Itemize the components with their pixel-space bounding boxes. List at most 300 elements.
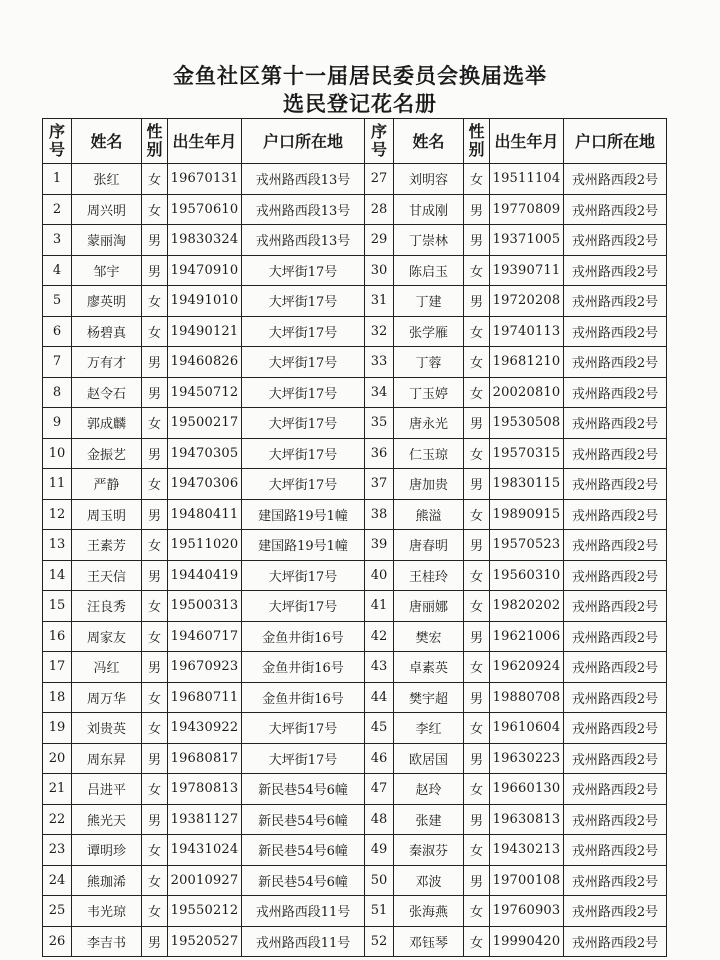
left-seq-cell: 8 (43, 377, 72, 408)
right-name-cell: 樊宇超 (394, 682, 464, 713)
header-birth-left: 出生年月 (168, 119, 242, 164)
left-seq-cell: 5 (43, 286, 72, 317)
right-seq-cell: 51 (365, 896, 394, 927)
left-seq-cell: 24 (43, 865, 72, 896)
right-birth-cell: 19700108 (490, 865, 564, 896)
table-row (43, 347, 667, 378)
right-name-cell: 唐加贵 (394, 469, 464, 500)
right-gender-cell: 男 (464, 469, 490, 500)
table-row (43, 804, 667, 835)
left-address-cell: 新民巷54号6幢 (242, 835, 365, 866)
right-name-cell: 欧居国 (394, 743, 464, 774)
right-name-cell: 邓钰琴 (394, 926, 464, 957)
right-gender-cell: 女 (464, 560, 490, 591)
right-birth-cell: 19630223 (490, 743, 564, 774)
right-address-cell: 戎州路西段2号 (564, 804, 667, 835)
right-seq-cell: 27 (365, 164, 394, 195)
left-address-cell: 大坪街17号 (242, 408, 365, 439)
right-birth-cell: 19610604 (490, 713, 564, 744)
right-address-cell: 戎州路西段2号 (564, 286, 667, 317)
left-birth-cell: 19440419 (168, 560, 242, 591)
left-gender-cell: 女 (142, 469, 168, 500)
left-birth-cell: 19430922 (168, 713, 242, 744)
header-seq-right: 序号 (365, 119, 394, 164)
right-seq-cell: 50 (365, 865, 394, 896)
left-name-cell: 周家友 (72, 621, 142, 652)
table-row (43, 743, 667, 774)
left-birth-cell: 19491010 (168, 286, 242, 317)
left-gender-cell: 男 (142, 438, 168, 469)
left-name-cell: 张红 (72, 164, 142, 195)
left-address-cell: 戎州路西段11号 (242, 896, 365, 927)
right-name-cell: 唐丽娜 (394, 591, 464, 622)
left-seq-cell: 9 (43, 408, 72, 439)
right-name-cell: 甘成刚 (394, 194, 464, 225)
right-name-cell: 张学雁 (394, 316, 464, 347)
right-seq-cell: 37 (365, 469, 394, 500)
right-name-cell: 丁蓉 (394, 347, 464, 378)
left-address-cell: 大坪街17号 (242, 591, 365, 622)
left-name-cell: 韦光琼 (72, 896, 142, 927)
left-gender-cell: 男 (142, 560, 168, 591)
right-seq-cell: 31 (365, 286, 394, 317)
right-birth-cell: 19660130 (490, 774, 564, 805)
left-birth-cell: 19460826 (168, 347, 242, 378)
table-row (43, 713, 667, 744)
right-name-cell: 赵玲 (394, 774, 464, 805)
right-birth-cell: 19740113 (490, 316, 564, 347)
left-birth-cell: 19450712 (168, 377, 242, 408)
left-name-cell: 蒙丽淘 (72, 225, 142, 256)
right-gender-cell: 男 (464, 743, 490, 774)
right-address-cell: 戎州路西段2号 (564, 591, 667, 622)
left-name-cell: 冯红 (72, 652, 142, 683)
table-row (43, 255, 667, 286)
right-gender-cell: 男 (464, 621, 490, 652)
left-gender-cell: 女 (142, 621, 168, 652)
left-gender-cell: 男 (142, 652, 168, 683)
left-address-cell: 戎州路西段11号 (242, 926, 365, 957)
left-seq-cell: 22 (43, 804, 72, 835)
right-gender-cell: 女 (464, 316, 490, 347)
right-address-cell: 戎州路西段2号 (564, 469, 667, 500)
left-name-cell: 严静 (72, 469, 142, 500)
right-birth-cell: 19621006 (490, 621, 564, 652)
left-gender-cell: 女 (142, 408, 168, 439)
left-birth-cell: 19670923 (168, 652, 242, 683)
right-gender-cell: 男 (464, 804, 490, 835)
right-address-cell: 戎州路西段2号 (564, 438, 667, 469)
left-gender-cell: 男 (142, 499, 168, 530)
left-gender-cell: 女 (142, 164, 168, 195)
left-address-cell: 大坪街17号 (242, 255, 365, 286)
left-gender-cell: 男 (142, 255, 168, 286)
right-birth-cell: 19890915 (490, 499, 564, 530)
left-name-cell: 金振艺 (72, 438, 142, 469)
left-address-cell: 大坪街17号 (242, 713, 365, 744)
left-gender-cell: 女 (142, 530, 168, 561)
right-seq-cell: 44 (365, 682, 394, 713)
right-gender-cell: 男 (464, 865, 490, 896)
left-birth-cell: 19780813 (168, 774, 242, 805)
left-seq-cell: 26 (43, 926, 72, 957)
left-seq-cell: 14 (43, 560, 72, 591)
right-gender-cell: 女 (464, 835, 490, 866)
left-birth-cell: 19480411 (168, 499, 242, 530)
left-gender-cell: 女 (142, 713, 168, 744)
right-name-cell: 丁建 (394, 286, 464, 317)
left-address-cell: 建国路19号1幢 (242, 499, 365, 530)
left-gender-cell: 男 (142, 377, 168, 408)
right-gender-cell: 男 (464, 286, 490, 317)
left-gender-cell: 女 (142, 774, 168, 805)
table-row (43, 530, 667, 561)
header-gender-right: 性别 (464, 119, 490, 164)
right-gender-cell: 男 (464, 408, 490, 439)
left-seq-cell: 20 (43, 743, 72, 774)
left-name-cell: 王天信 (72, 560, 142, 591)
right-birth-cell: 19390711 (490, 255, 564, 286)
table-row (43, 377, 667, 408)
left-birth-cell: 19470306 (168, 469, 242, 500)
left-seq-cell: 19 (43, 713, 72, 744)
right-address-cell: 戎州路西段2号 (564, 713, 667, 744)
right-name-cell: 熊溢 (394, 499, 464, 530)
left-name-cell: 谭明珍 (72, 835, 142, 866)
right-birth-cell: 19880708 (490, 682, 564, 713)
left-address-cell: 金鱼井街16号 (242, 652, 365, 683)
left-gender-cell: 女 (142, 865, 168, 896)
right-seq-cell: 42 (365, 621, 394, 652)
right-seq-cell: 36 (365, 438, 394, 469)
right-birth-cell: 19570315 (490, 438, 564, 469)
right-name-cell: 刘明容 (394, 164, 464, 195)
left-gender-cell: 女 (142, 896, 168, 927)
left-birth-cell: 19381127 (168, 804, 242, 835)
right-address-cell: 戎州路西段2号 (564, 865, 667, 896)
right-gender-cell: 男 (464, 682, 490, 713)
left-address-cell: 大坪街17号 (242, 469, 365, 500)
right-name-cell: 樊宏 (394, 621, 464, 652)
right-address-cell: 戎州路西段2号 (564, 377, 667, 408)
left-name-cell: 万有才 (72, 347, 142, 378)
right-gender-cell: 男 (464, 530, 490, 561)
header-address-right: 户口所在地 (564, 119, 667, 164)
left-birth-cell: 19680817 (168, 743, 242, 774)
right-birth-cell: 19760903 (490, 896, 564, 927)
left-name-cell: 吕进平 (72, 774, 142, 805)
right-name-cell: 丁玉婷 (394, 377, 464, 408)
table-row (43, 194, 667, 225)
left-birth-cell: 19670131 (168, 164, 242, 195)
left-address-cell: 金鱼井街16号 (242, 621, 365, 652)
left-birth-cell: 19470910 (168, 255, 242, 286)
right-address-cell: 戎州路西段2号 (564, 652, 667, 683)
right-seq-cell: 33 (365, 347, 394, 378)
right-seq-cell: 49 (365, 835, 394, 866)
left-name-cell: 周兴明 (72, 194, 142, 225)
left-seq-cell: 6 (43, 316, 72, 347)
right-birth-cell: 19530508 (490, 408, 564, 439)
right-name-cell: 张海燕 (394, 896, 464, 927)
right-name-cell: 唐春明 (394, 530, 464, 561)
left-address-cell: 大坪街17号 (242, 560, 365, 591)
table-row (43, 865, 667, 896)
left-gender-cell: 女 (142, 316, 168, 347)
table-row (43, 560, 667, 591)
table-row (43, 286, 667, 317)
right-address-cell: 戎州路西段2号 (564, 530, 667, 561)
table-row (43, 316, 667, 347)
left-birth-cell: 19520527 (168, 926, 242, 957)
left-name-cell: 刘贵英 (72, 713, 142, 744)
right-gender-cell: 女 (464, 347, 490, 378)
left-seq-cell: 18 (43, 682, 72, 713)
right-name-cell: 王桂玲 (394, 560, 464, 591)
left-name-cell: 周万华 (72, 682, 142, 713)
left-address-cell: 戎州路西段13号 (242, 225, 365, 256)
table-row (43, 621, 667, 652)
header-name-right: 姓名 (394, 119, 464, 164)
right-gender-cell: 男 (464, 194, 490, 225)
voter-roster-table (42, 118, 667, 957)
left-gender-cell: 女 (142, 194, 168, 225)
left-address-cell: 大坪街17号 (242, 286, 365, 317)
right-seq-cell: 30 (365, 255, 394, 286)
right-address-cell: 戎州路西段2号 (564, 499, 667, 530)
left-gender-cell: 女 (142, 286, 168, 317)
left-name-cell: 周东昇 (72, 743, 142, 774)
right-seq-cell: 43 (365, 652, 394, 683)
table-row (43, 652, 667, 683)
left-address-cell: 戎州路西段13号 (242, 164, 365, 195)
left-seq-cell: 23 (43, 835, 72, 866)
table-row (43, 499, 667, 530)
table-row (43, 835, 667, 866)
table-row (43, 896, 667, 927)
right-gender-cell: 女 (464, 499, 490, 530)
right-address-cell: 戎州路西段2号 (564, 164, 667, 195)
right-seq-cell: 29 (365, 225, 394, 256)
left-address-cell: 新民巷54号6幢 (242, 774, 365, 805)
left-seq-cell: 2 (43, 194, 72, 225)
left-address-cell: 大坪街17号 (242, 347, 365, 378)
right-address-cell: 戎州路西段2号 (564, 621, 667, 652)
right-seq-cell: 38 (365, 499, 394, 530)
right-birth-cell: 19430213 (490, 835, 564, 866)
left-birth-cell: 19500313 (168, 591, 242, 622)
right-birth-cell: 19820202 (490, 591, 564, 622)
right-gender-cell: 女 (464, 255, 490, 286)
right-gender-cell: 女 (464, 377, 490, 408)
table-row (43, 774, 667, 805)
right-gender-cell: 男 (464, 225, 490, 256)
left-seq-cell: 11 (43, 469, 72, 500)
left-birth-cell: 19470305 (168, 438, 242, 469)
left-gender-cell: 男 (142, 225, 168, 256)
right-seq-cell: 45 (365, 713, 394, 744)
left-address-cell: 大坪街17号 (242, 743, 365, 774)
left-gender-cell: 男 (142, 926, 168, 957)
right-address-cell: 戎州路西段2号 (564, 682, 667, 713)
right-seq-cell: 46 (365, 743, 394, 774)
right-gender-cell: 女 (464, 896, 490, 927)
right-address-cell: 戎州路西段2号 (564, 347, 667, 378)
left-address-cell: 金鱼井街16号 (242, 682, 365, 713)
header-row (43, 119, 667, 164)
left-seq-cell: 12 (43, 499, 72, 530)
page-title: 金鱼社区第十一届居民委员会换届选举 (173, 63, 547, 88)
left-birth-cell: 19511020 (168, 530, 242, 561)
right-seq-cell: 52 (365, 926, 394, 957)
table-row (43, 469, 667, 500)
header-birth-right: 出生年月 (490, 119, 564, 164)
right-address-cell: 戎州路西段2号 (564, 926, 667, 957)
right-name-cell: 邓波 (394, 865, 464, 896)
left-gender-cell: 男 (142, 347, 168, 378)
left-birth-cell: 19500217 (168, 408, 242, 439)
right-birth-cell: 19620924 (490, 652, 564, 683)
left-seq-cell: 17 (43, 652, 72, 683)
left-address-cell: 建国路19号1幢 (242, 530, 365, 561)
table-row (43, 926, 667, 957)
left-name-cell: 熊珈浠 (72, 865, 142, 896)
right-birth-cell: 19630813 (490, 804, 564, 835)
header-seq-left: 序号 (43, 119, 72, 164)
table-row (43, 164, 667, 195)
right-address-cell: 戎州路西段2号 (564, 560, 667, 591)
left-address-cell: 新民巷54号6幢 (242, 865, 365, 896)
right-gender-cell: 女 (464, 926, 490, 957)
right-gender-cell: 女 (464, 164, 490, 195)
right-name-cell: 仁玉琼 (394, 438, 464, 469)
left-seq-cell: 25 (43, 896, 72, 927)
left-name-cell: 郭成麟 (72, 408, 142, 439)
right-birth-cell: 19830115 (490, 469, 564, 500)
right-birth-cell: 19570523 (490, 530, 564, 561)
right-seq-cell: 40 (365, 560, 394, 591)
right-address-cell: 戎州路西段2号 (564, 194, 667, 225)
right-seq-cell: 32 (365, 316, 394, 347)
right-address-cell: 戎州路西段2号 (564, 835, 667, 866)
left-seq-cell: 15 (43, 591, 72, 622)
right-seq-cell: 39 (365, 530, 394, 561)
left-seq-cell: 1 (43, 164, 72, 195)
left-seq-cell: 10 (43, 438, 72, 469)
left-name-cell: 李吉书 (72, 926, 142, 957)
right-address-cell: 戎州路西段2号 (564, 408, 667, 439)
right-seq-cell: 41 (365, 591, 394, 622)
right-name-cell: 李红 (394, 713, 464, 744)
table-row (43, 438, 667, 469)
left-address-cell: 大坪街17号 (242, 316, 365, 347)
right-birth-cell: 20020810 (490, 377, 564, 408)
left-address-cell: 大坪街17号 (242, 377, 365, 408)
header-gender-left: 性别 (142, 119, 168, 164)
left-birth-cell: 19431024 (168, 835, 242, 866)
right-name-cell: 丁崇林 (394, 225, 464, 256)
right-gender-cell: 女 (464, 713, 490, 744)
left-seq-cell: 7 (43, 347, 72, 378)
right-address-cell: 戎州路西段2号 (564, 255, 667, 286)
roster-body (43, 164, 667, 957)
right-seq-cell: 47 (365, 774, 394, 805)
left-address-cell: 戎州路西段13号 (242, 194, 365, 225)
left-birth-cell: 19550212 (168, 896, 242, 927)
left-seq-cell: 4 (43, 255, 72, 286)
right-gender-cell: 女 (464, 438, 490, 469)
right-address-cell: 戎州路西段2号 (564, 743, 667, 774)
right-gender-cell: 女 (464, 652, 490, 683)
header-name-left: 姓名 (72, 119, 142, 164)
right-gender-cell: 女 (464, 591, 490, 622)
left-gender-cell: 女 (142, 682, 168, 713)
left-name-cell: 汪良秀 (72, 591, 142, 622)
left-gender-cell: 男 (142, 804, 168, 835)
right-address-cell: 戎州路西段2号 (564, 225, 667, 256)
left-name-cell: 廖英明 (72, 286, 142, 317)
right-name-cell: 唐永光 (394, 408, 464, 439)
left-birth-cell: 19570610 (168, 194, 242, 225)
left-name-cell: 邹宇 (72, 255, 142, 286)
right-seq-cell: 35 (365, 408, 394, 439)
table-row (43, 408, 667, 439)
left-birth-cell: 19830324 (168, 225, 242, 256)
right-birth-cell: 19770809 (490, 194, 564, 225)
right-birth-cell: 19720208 (490, 286, 564, 317)
right-address-cell: 戎州路西段2号 (564, 774, 667, 805)
left-address-cell: 大坪街17号 (242, 438, 365, 469)
left-gender-cell: 女 (142, 591, 168, 622)
header-address-left: 户口所在地 (242, 119, 365, 164)
left-birth-cell: 20010927 (168, 865, 242, 896)
right-birth-cell: 19681210 (490, 347, 564, 378)
left-gender-cell: 男 (142, 743, 168, 774)
table-row (43, 225, 667, 256)
left-name-cell: 杨碧真 (72, 316, 142, 347)
left-birth-cell: 19460717 (168, 621, 242, 652)
left-name-cell: 王素芳 (72, 530, 142, 561)
right-seq-cell: 28 (365, 194, 394, 225)
right-name-cell: 秦淑芬 (394, 835, 464, 866)
right-address-cell: 戎州路西段2号 (564, 316, 667, 347)
left-address-cell: 新民巷54号6幢 (242, 804, 365, 835)
right-name-cell: 张建 (394, 804, 464, 835)
right-birth-cell: 19560310 (490, 560, 564, 591)
table-row (43, 682, 667, 713)
right-name-cell: 卓素英 (394, 652, 464, 683)
left-name-cell: 熊光天 (72, 804, 142, 835)
right-address-cell: 戎州路西段2号 (564, 896, 667, 927)
right-birth-cell: 19990420 (490, 926, 564, 957)
right-seq-cell: 34 (365, 377, 394, 408)
left-birth-cell: 19490121 (168, 316, 242, 347)
page-subtitle: 选民登记花名册 (283, 91, 437, 116)
right-birth-cell: 19371005 (490, 225, 564, 256)
left-seq-cell: 13 (43, 530, 72, 561)
left-name-cell: 周玉明 (72, 499, 142, 530)
right-birth-cell: 19511104 (490, 164, 564, 195)
left-gender-cell: 女 (142, 835, 168, 866)
right-name-cell: 陈启玉 (394, 255, 464, 286)
left-birth-cell: 19680711 (168, 682, 242, 713)
left-name-cell: 赵令石 (72, 377, 142, 408)
right-seq-cell: 48 (365, 804, 394, 835)
right-gender-cell: 女 (464, 774, 490, 805)
left-seq-cell: 21 (43, 774, 72, 805)
left-seq-cell: 16 (43, 621, 72, 652)
left-seq-cell: 3 (43, 225, 72, 256)
